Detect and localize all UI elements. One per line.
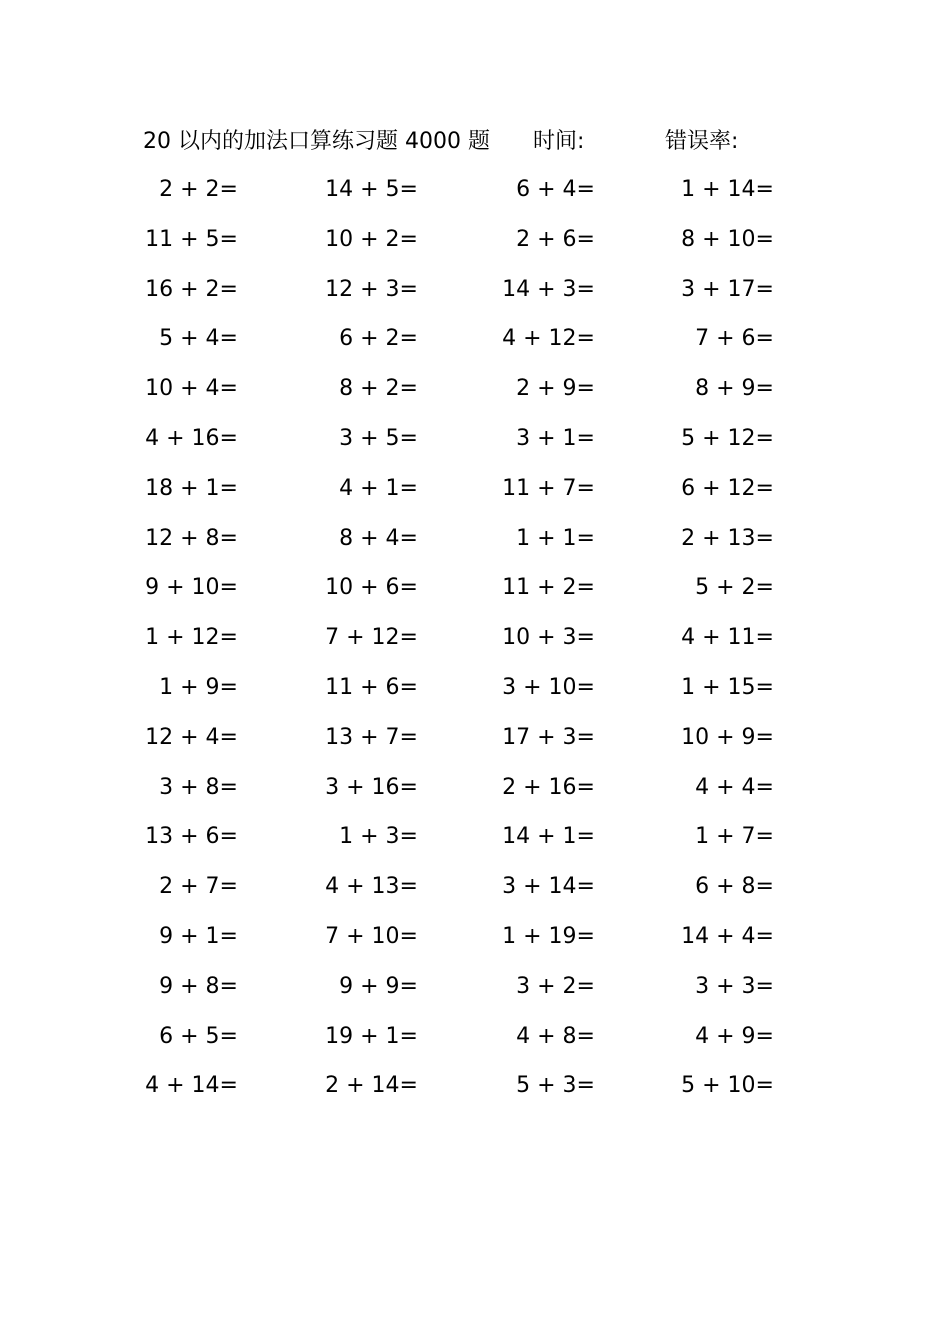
addition-problem: 8 + 9= xyxy=(695,376,774,402)
problem-row xyxy=(0,869,950,919)
addition-problem: 4 + 4= xyxy=(695,774,774,800)
addition-problem: 2 + 7= xyxy=(159,874,238,900)
addition-problem: 8 + 4= xyxy=(339,525,418,551)
addition-problem: 8 + 2= xyxy=(339,376,418,402)
addition-problem: 1 + 3= xyxy=(339,824,418,850)
addition-problem: 14 + 1= xyxy=(502,824,595,850)
addition-problem: 1 + 19= xyxy=(502,923,595,949)
addition-problem: 4 + 8= xyxy=(516,1023,595,1049)
problem-row xyxy=(0,919,950,969)
addition-problem: 1 + 1= xyxy=(516,525,595,551)
addition-problem: 3 + 10= xyxy=(502,674,595,700)
addition-problem: 1 + 7= xyxy=(695,824,774,850)
addition-problem: 13 + 7= xyxy=(325,724,418,750)
addition-problem: 3 + 1= xyxy=(516,425,595,451)
addition-problem: 3 + 3= xyxy=(695,973,774,999)
problem-row xyxy=(0,819,950,869)
problem-row xyxy=(0,321,950,371)
addition-problem: 7 + 10= xyxy=(325,923,418,949)
problem-row xyxy=(0,720,950,770)
addition-problem: 8 + 10= xyxy=(681,226,774,252)
problem-row xyxy=(0,770,950,820)
time-label: 时间: xyxy=(533,129,585,154)
worksheet-title: 20 以内的加法口算练习题 4000 题 xyxy=(143,129,490,154)
addition-problem: 2 + 9= xyxy=(516,376,595,402)
addition-problem: 2 + 16= xyxy=(502,774,595,800)
addition-problem: 14 + 3= xyxy=(502,276,595,302)
addition-problem: 2 + 2= xyxy=(159,177,238,202)
addition-problem: 19 + 1= xyxy=(325,1023,418,1049)
addition-problem: 1 + 14= xyxy=(681,177,774,202)
addition-problem: 12 + 3= xyxy=(325,276,418,302)
problem-grid xyxy=(0,172,950,1118)
addition-problem: 9 + 8= xyxy=(159,973,238,999)
addition-problem: 6 + 4= xyxy=(516,177,595,202)
worksheet-header xyxy=(143,124,843,160)
addition-problem: 4 + 9= xyxy=(695,1023,774,1049)
addition-problem: 5 + 2= xyxy=(695,575,774,601)
addition-problem: 4 + 16= xyxy=(145,425,238,451)
addition-problem: 4 + 11= xyxy=(681,625,774,651)
addition-problem: 12 + 8= xyxy=(145,525,238,551)
addition-problem: 11 + 5= xyxy=(145,226,238,252)
problem-row xyxy=(0,620,950,670)
addition-problem: 1 + 12= xyxy=(145,625,238,651)
addition-problem: 18 + 1= xyxy=(145,475,238,501)
addition-problem: 10 + 2= xyxy=(325,226,418,252)
problem-row xyxy=(0,1019,950,1069)
problem-row xyxy=(0,172,950,222)
addition-problem: 13 + 6= xyxy=(145,824,238,850)
addition-problem: 11 + 6= xyxy=(325,674,418,700)
addition-problem: 4 + 1= xyxy=(339,475,418,501)
addition-problem: 10 + 3= xyxy=(502,625,595,651)
addition-problem: 3 + 8= xyxy=(159,774,238,800)
addition-problem: 3 + 17= xyxy=(681,276,774,302)
error-rate-label: 错误率: xyxy=(665,129,739,154)
addition-problem: 3 + 14= xyxy=(502,874,595,900)
addition-problem: 6 + 5= xyxy=(159,1023,238,1049)
addition-problem: 2 + 6= xyxy=(516,226,595,252)
addition-problem: 4 + 12= xyxy=(502,326,595,352)
addition-problem: 5 + 4= xyxy=(159,326,238,352)
addition-problem: 11 + 2= xyxy=(502,575,595,601)
problem-row xyxy=(0,222,950,272)
addition-problem: 6 + 12= xyxy=(681,475,774,501)
problem-row xyxy=(0,272,950,322)
addition-problem: 6 + 8= xyxy=(695,874,774,900)
addition-problem: 10 + 9= xyxy=(681,724,774,750)
addition-problem: 17 + 3= xyxy=(502,724,595,750)
addition-problem: 7 + 6= xyxy=(695,326,774,352)
addition-problem: 1 + 9= xyxy=(159,674,238,700)
addition-problem: 9 + 1= xyxy=(159,923,238,949)
addition-problem: 2 + 14= xyxy=(325,1073,418,1099)
problem-row xyxy=(0,421,950,471)
addition-problem: 12 + 4= xyxy=(145,724,238,750)
problem-row xyxy=(0,1068,950,1118)
addition-problem: 2 + 13= xyxy=(681,525,774,551)
addition-problem: 3 + 2= xyxy=(516,973,595,999)
problem-row xyxy=(0,670,950,720)
addition-problem: 5 + 3= xyxy=(516,1073,595,1099)
addition-problem: 3 + 5= xyxy=(339,425,418,451)
addition-problem: 5 + 10= xyxy=(681,1073,774,1099)
addition-problem: 1 + 15= xyxy=(681,674,774,700)
problem-row xyxy=(0,471,950,521)
addition-problem: 4 + 13= xyxy=(325,874,418,900)
addition-problem: 14 + 4= xyxy=(681,923,774,949)
addition-problem: 3 + 16= xyxy=(325,774,418,800)
problem-row xyxy=(0,521,950,571)
addition-problem: 9 + 9= xyxy=(339,973,418,999)
addition-problem: 16 + 2= xyxy=(145,276,238,302)
addition-problem: 7 + 12= xyxy=(325,625,418,651)
problem-row xyxy=(0,570,950,620)
addition-problem: 6 + 2= xyxy=(339,326,418,352)
addition-problem: 9 + 10= xyxy=(145,575,238,601)
addition-problem: 10 + 6= xyxy=(325,575,418,601)
addition-problem: 5 + 12= xyxy=(681,425,774,451)
addition-problem: 4 + 14= xyxy=(145,1073,238,1099)
problem-row xyxy=(0,371,950,421)
addition-problem: 14 + 5= xyxy=(325,177,418,202)
problem-row xyxy=(0,969,950,1019)
addition-problem: 10 + 4= xyxy=(145,376,238,402)
addition-problem: 11 + 7= xyxy=(502,475,595,501)
